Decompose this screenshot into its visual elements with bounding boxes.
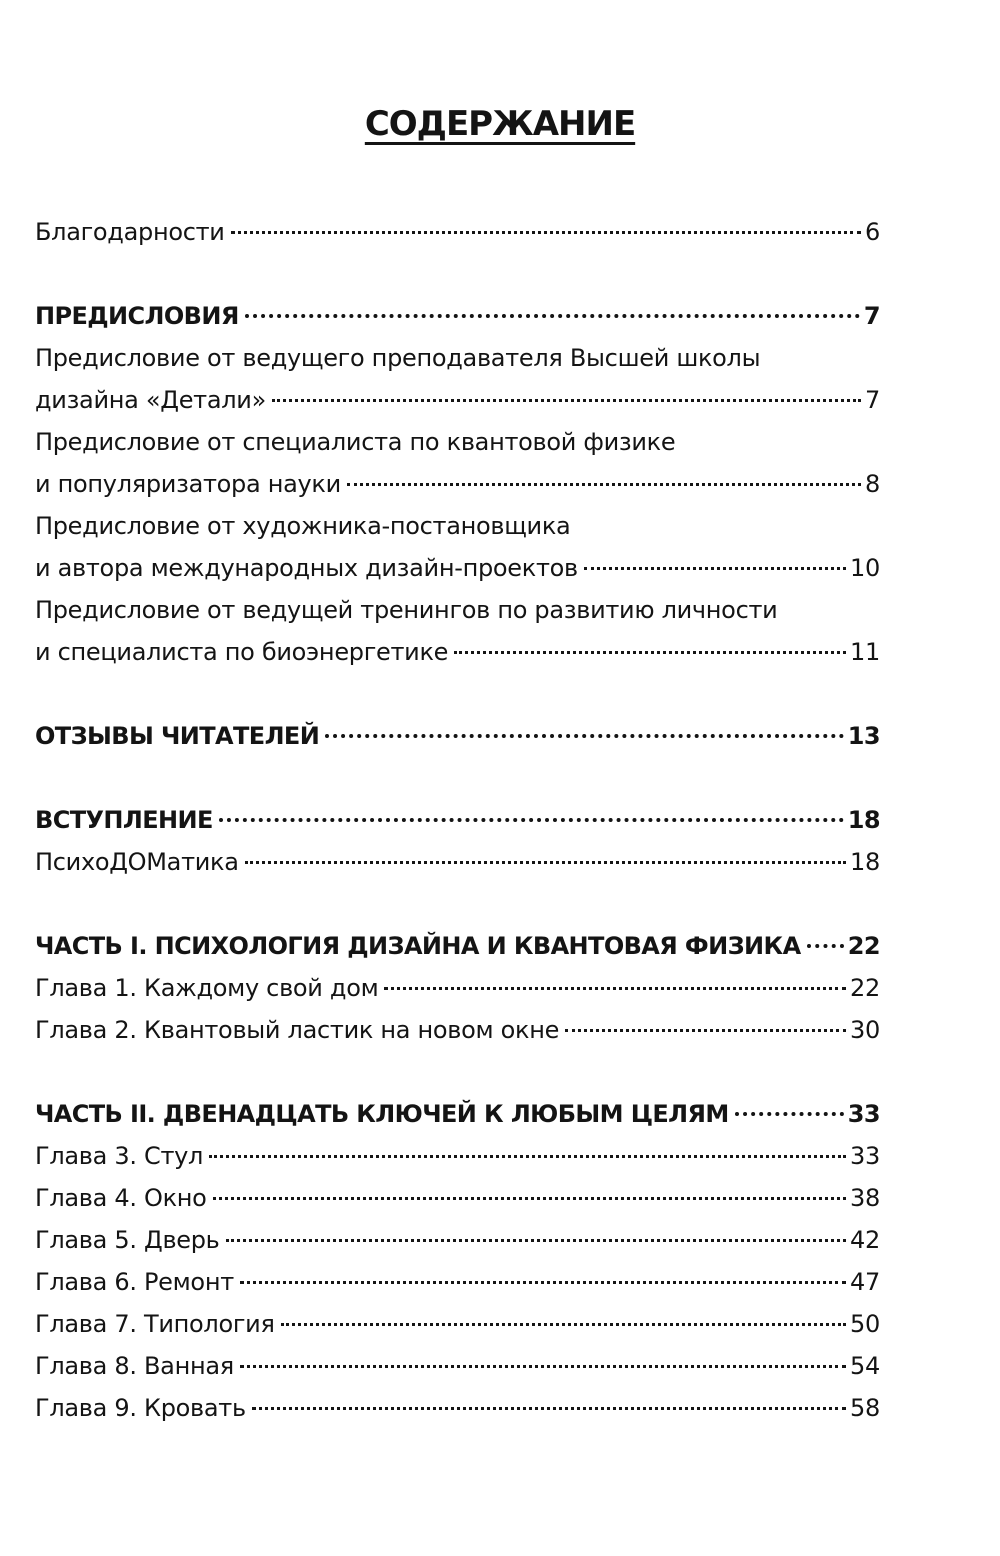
toc-section-label: ЧАСТЬ II. ДВЕНАДЦАТЬ КЛЮЧЕЙ К ЛЮБЫМ ЦЕЛЯМ: [35, 1100, 729, 1128]
toc-entry-page: 50: [850, 1310, 880, 1338]
dot-leader: [281, 1323, 846, 1326]
dot-leader: [325, 734, 844, 738]
toc-section-page: 7: [863, 302, 880, 330]
dot-leader: [347, 483, 861, 486]
toc-entry-page: 58: [850, 1394, 880, 1422]
dot-leader: [384, 987, 846, 990]
toc-section-prefaces[interactable]: [35, 295, 880, 337]
dot-leader: [231, 231, 861, 234]
toc-entry-preface-3-line-1[interactable]: [35, 505, 880, 547]
toc-entry-page: 18: [850, 848, 880, 876]
dot-leader: [565, 1029, 846, 1032]
toc-section-label: ВСТУПЛЕНИЕ: [35, 806, 213, 834]
toc-entry-page: 30: [850, 1016, 880, 1044]
toc-entry-label: и автора международных дизайн-проектов: [35, 554, 578, 582]
toc-entry-chapter-4[interactable]: [35, 1177, 880, 1219]
toc-entry-page: 11: [850, 638, 880, 666]
dot-leader: [245, 314, 860, 318]
toc-entry-page: 6: [865, 218, 880, 246]
toc-section-introduction[interactable]: [35, 799, 880, 841]
toc-entry-label: ПсихоДОМатика: [35, 848, 239, 876]
toc-entry-preface-4-line-1[interactable]: [35, 589, 880, 631]
toc-entry-preface-1-line-1[interactable]: [35, 337, 880, 379]
toc-entry-label: и популяризатора науки: [35, 470, 341, 498]
toc-section-page: 33: [847, 1100, 880, 1128]
toc-entry-preface-1-line-2[interactable]: [35, 379, 880, 421]
toc-entry-page: 47: [850, 1268, 880, 1296]
toc-entry-label: Глава 3. Стул: [35, 1142, 204, 1170]
toc-entry-chapter-6[interactable]: [35, 1261, 880, 1303]
toc-entry-preface-2-line-1[interactable]: [35, 421, 880, 463]
dot-leader: [226, 1239, 847, 1242]
toc-entry-chapter-1[interactable]: [35, 967, 880, 1009]
toc-entry-label: Глава 8. Ванная: [35, 1352, 234, 1380]
dot-leader: [245, 861, 846, 864]
toc-entry-label: Предисловие от ведущей тренингов по развитию личности: [35, 596, 778, 624]
toc-entry-label: Предисловие от ведущего преподавателя Высшей школы: [35, 344, 761, 372]
toc-entry-chapter-3[interactable]: [35, 1135, 880, 1177]
dot-leader: [240, 1281, 846, 1284]
toc-entry-preface-2-line-2[interactable]: [35, 463, 880, 505]
toc-entry-label: и специалиста по биоэнергетике: [35, 638, 449, 666]
toc-entry-label: Глава 4. Окно: [35, 1184, 207, 1212]
toc-entry-page: 33: [850, 1142, 880, 1170]
toc-entry-page: 10: [850, 554, 880, 582]
dot-leader: [807, 944, 844, 948]
dot-leader: [213, 1197, 846, 1200]
toc-entry-label: Благодарности: [35, 218, 225, 246]
toc-section-reader-reviews[interactable]: [35, 715, 880, 757]
toc-entry-page: 7: [865, 386, 880, 414]
toc-entry-page: 22: [850, 974, 880, 1002]
toc-section-page: 22: [847, 932, 880, 960]
toc-entry-page: 8: [865, 470, 880, 498]
toc-entry-label: Глава 6. Ремонт: [35, 1268, 234, 1296]
toc-entry-label: Глава 5. Дверь: [35, 1226, 220, 1254]
toc-section-label: ЧАСТЬ I. ПСИХОЛОГИЯ ДИЗАЙНА И КВАНТОВАЯ ФИЗИКА: [35, 932, 801, 960]
toc-list: [35, 0, 880, 1556]
toc-section-label: ОТЗЫВЫ ЧИТАТЕЛЕЙ: [35, 722, 320, 750]
toc-entry-chapter-9[interactable]: [35, 1387, 880, 1429]
toc-entry-page: 42: [850, 1226, 880, 1254]
toc-entry-preface-4-line-2[interactable]: [35, 631, 880, 673]
toc-entry-psychodomatics[interactable]: [35, 841, 880, 883]
dot-leader: [454, 651, 846, 654]
toc-section-page: 18: [847, 806, 880, 834]
toc-entry-chapter-5[interactable]: [35, 1219, 880, 1261]
toc-section-label: ПРЕДИСЛОВИЯ: [35, 302, 239, 330]
toc-entry-label: дизайна «Детали»: [35, 386, 266, 414]
toc-entry-page: 54: [850, 1352, 880, 1380]
dot-leader: [240, 1365, 846, 1368]
toc-entry-chapter-7[interactable]: [35, 1303, 880, 1345]
toc-section-page: 13: [847, 722, 880, 750]
toc-entry-page: 38: [850, 1184, 880, 1212]
toc-entry-chapter-8[interactable]: [35, 1345, 880, 1387]
dot-leader: [584, 567, 846, 570]
toc-entry-label: Глава 9. Кровать: [35, 1394, 246, 1422]
toc-entry-label: Предисловие от специалиста по квантовой физике: [35, 428, 676, 456]
toc-entry-label: Глава 2. Квантовый ластик на новом окне: [35, 1016, 560, 1044]
page-title-text: СОДЕРЖАНИЕ: [364, 104, 636, 144]
toc-section-part-1[interactable]: [35, 925, 880, 967]
dot-leader: [272, 399, 861, 402]
toc-entry-acknowledgements[interactable]: [35, 211, 880, 253]
toc-entry-label: Предисловие от художника-постановщика: [35, 512, 571, 540]
toc-entry-label: Глава 1. Каждому свой дом: [35, 974, 379, 1002]
dot-leader: [219, 818, 844, 822]
toc-section-part-2[interactable]: [35, 1093, 880, 1135]
dot-leader: [209, 1155, 846, 1158]
toc-entry-chapter-2[interactable]: [35, 1009, 880, 1051]
dot-leader: [735, 1112, 844, 1116]
toc-entry-preface-3-line-2[interactable]: [35, 547, 880, 589]
toc-entry-label: Глава 7. Типология: [35, 1310, 275, 1338]
dot-leader: [252, 1407, 846, 1410]
